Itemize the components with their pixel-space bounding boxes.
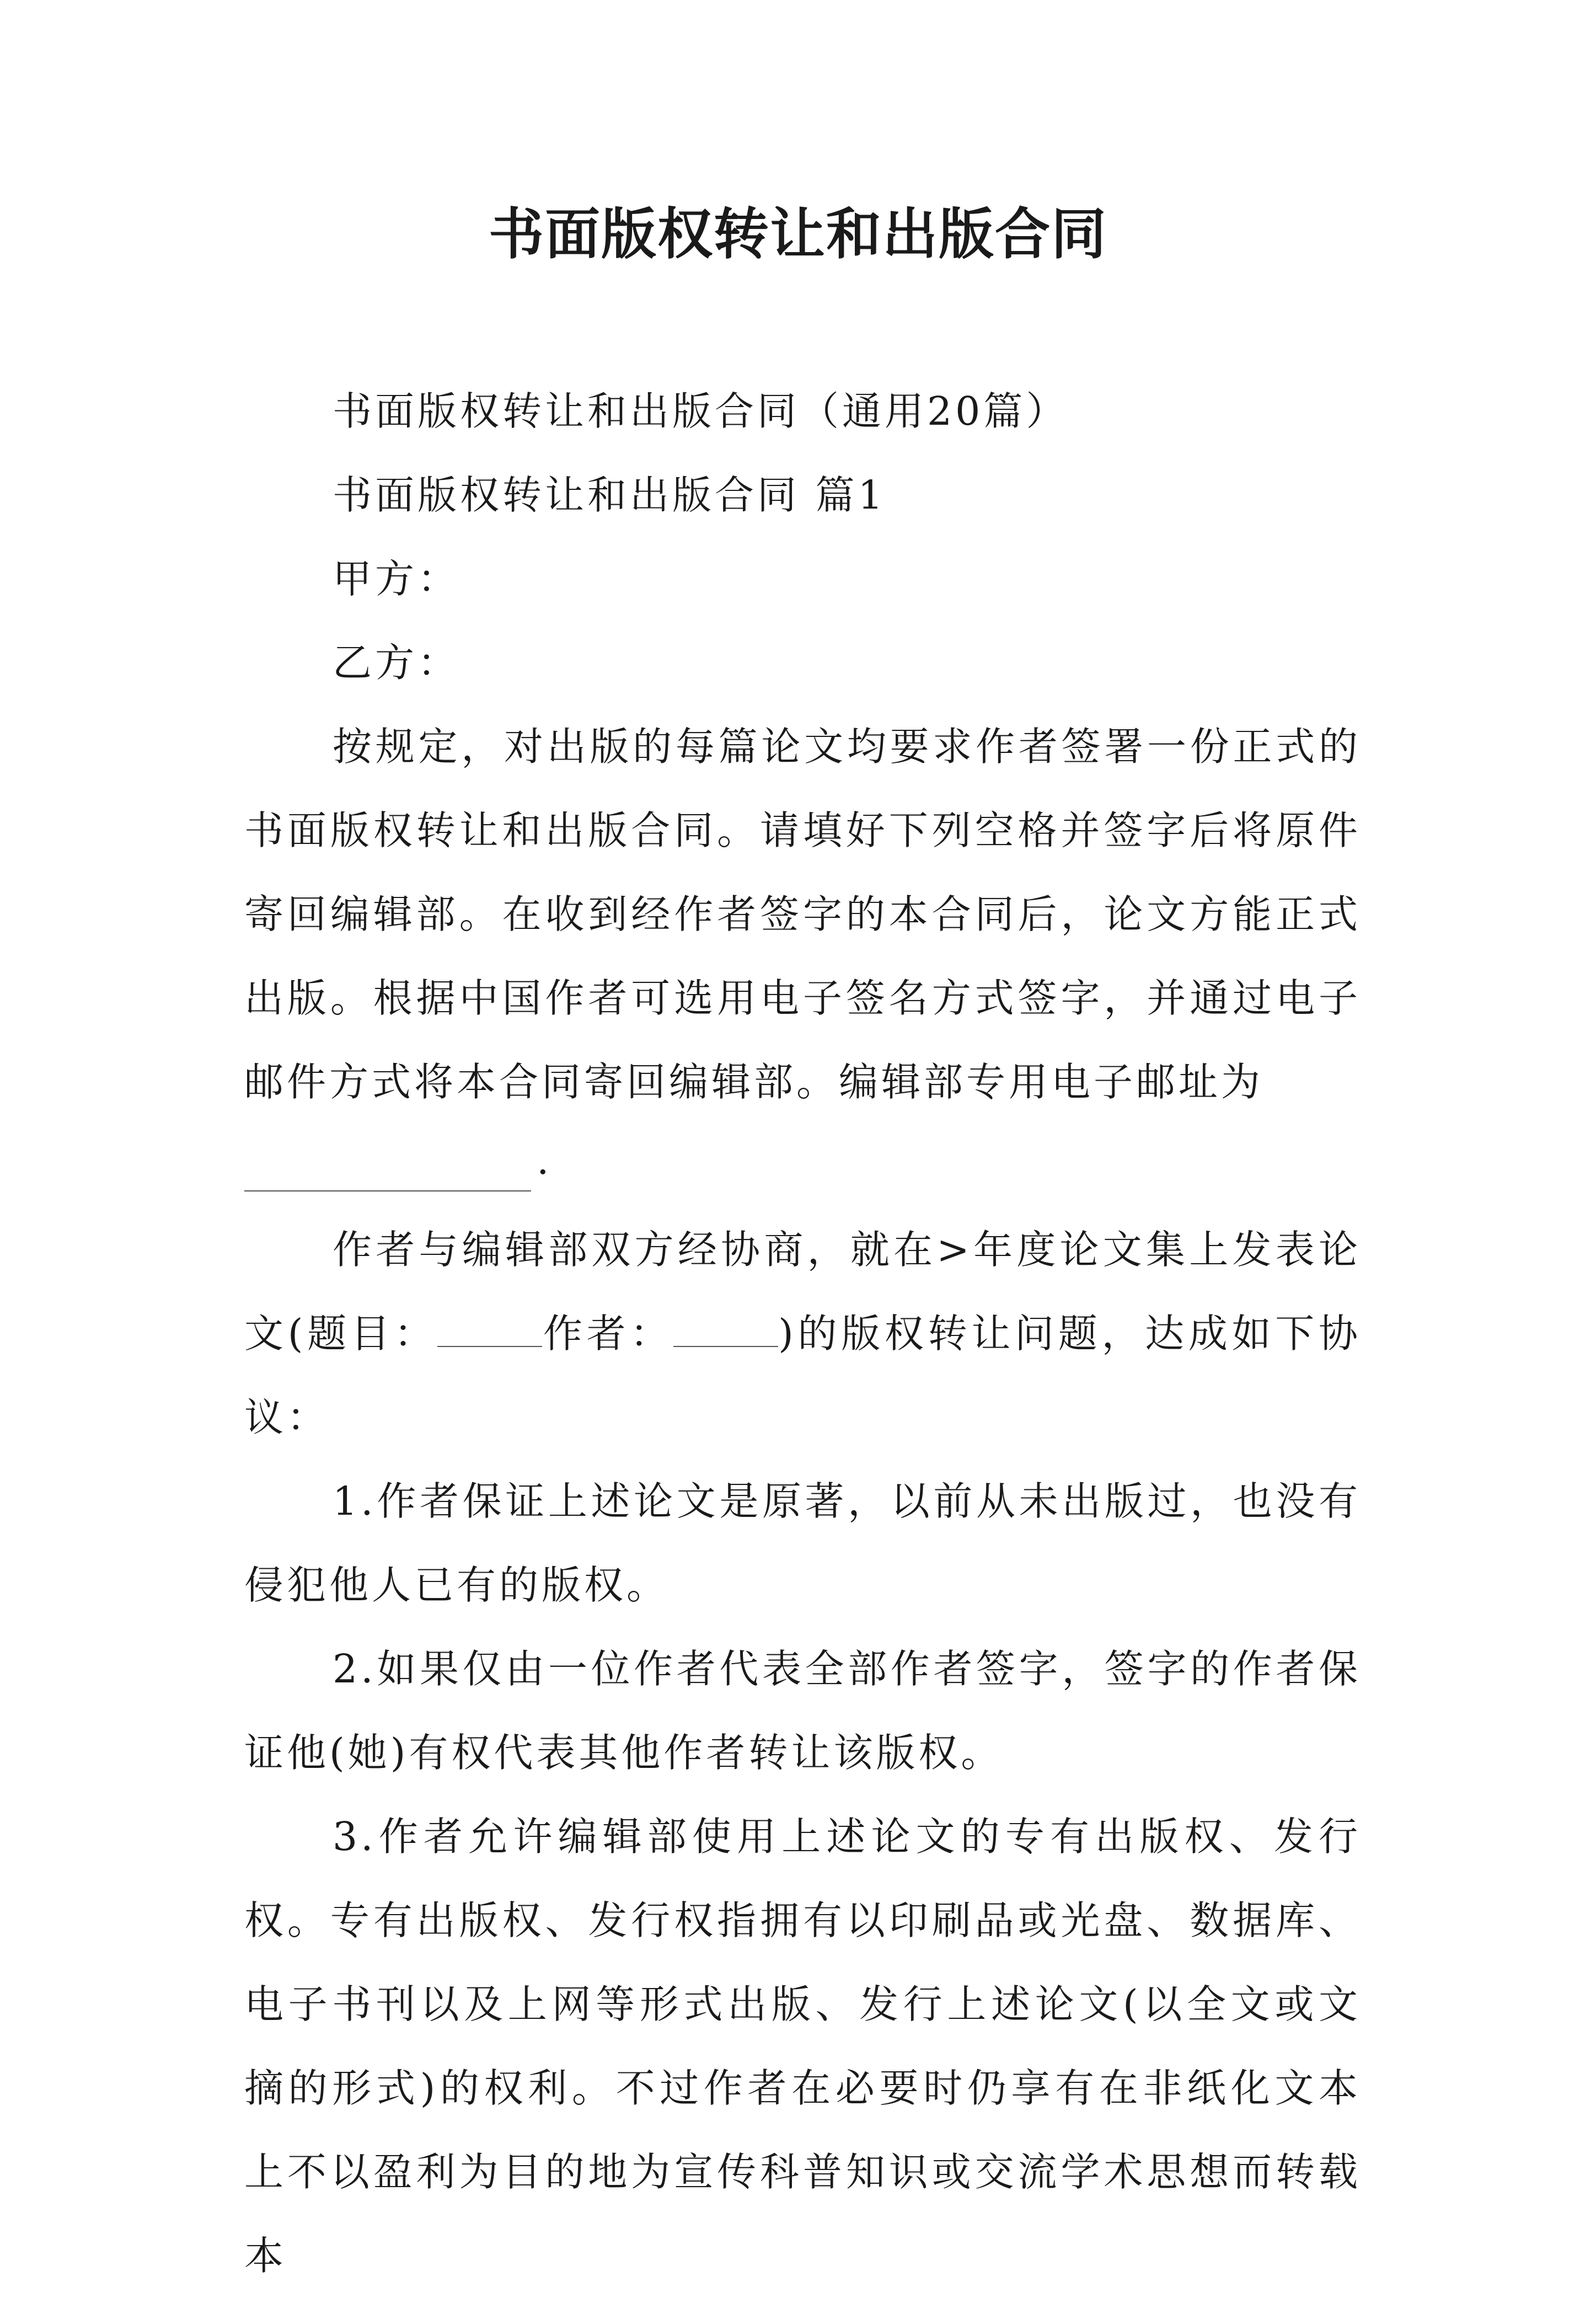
email-blank-end: . [537,1137,553,1183]
email-blank-line [244,1124,553,1191]
email-blank-row [244,1124,1361,1208]
document-body [244,370,1361,2298]
agreement-text-1: 作者与编辑部双方经协商，就在>年度论文集上发表论文(题目： [244,1227,1361,1356]
clause-3: 3.作者允许编辑部使用上述论文的专有出版权、发行权。专有出版权、发行权指拥有以印刷品或光盘、数据库、电子书刊以及上网等形式出版、发行上述论文(以全文或文摘的形式)的权利。不过作者在必要时仍享有在非纸化文本上不以盈利为目的地为宣传科普知识或交流学术思想而转载本 [244,1814,1361,2279]
party-b-label: 乙方： [333,640,460,686]
intro-text: 按规定，对出版的每篇论文均要求作者签署一份正式的书面版权转让和出版合同。请填好下列空格并签字后将原件寄回编辑部。在收到经作者签字的本合同后，论文方能正式出版。根据中国作者可选用电子签名方式签字，并通过电子邮件方式将本合同寄回编辑部。编辑部专用电子邮址为 [244,724,1361,1105]
party-a-label: 甲方： [333,556,460,602]
section-heading: 书面版权转让和出版合同 篇1 [333,472,886,518]
agreement-paragraph [244,1208,1361,1460]
agreement-text-2: 作者： [542,1311,674,1356]
intro-paragraph [244,705,1361,1124]
clause-1: 1.作者保证上述论文是原著，以前从未出版过，也没有侵犯他人已有的版权。 [244,1478,1361,1608]
document-title: 书面版权转让和出版合同 [489,202,1107,266]
agreement-text-3: )的版权转让问题，达成如下协议： [244,1311,1362,1440]
clause-2: 2.如果仅由一位作者代表全部作者签字，签字的作者保证他(她)有权代表其他作者转让该版权。 [244,1646,1361,1776]
author-blank [673,1313,778,1347]
subtitle: 书面版权转让和出版合同（通用20篇） [333,388,1069,434]
title-blank [437,1313,542,1347]
